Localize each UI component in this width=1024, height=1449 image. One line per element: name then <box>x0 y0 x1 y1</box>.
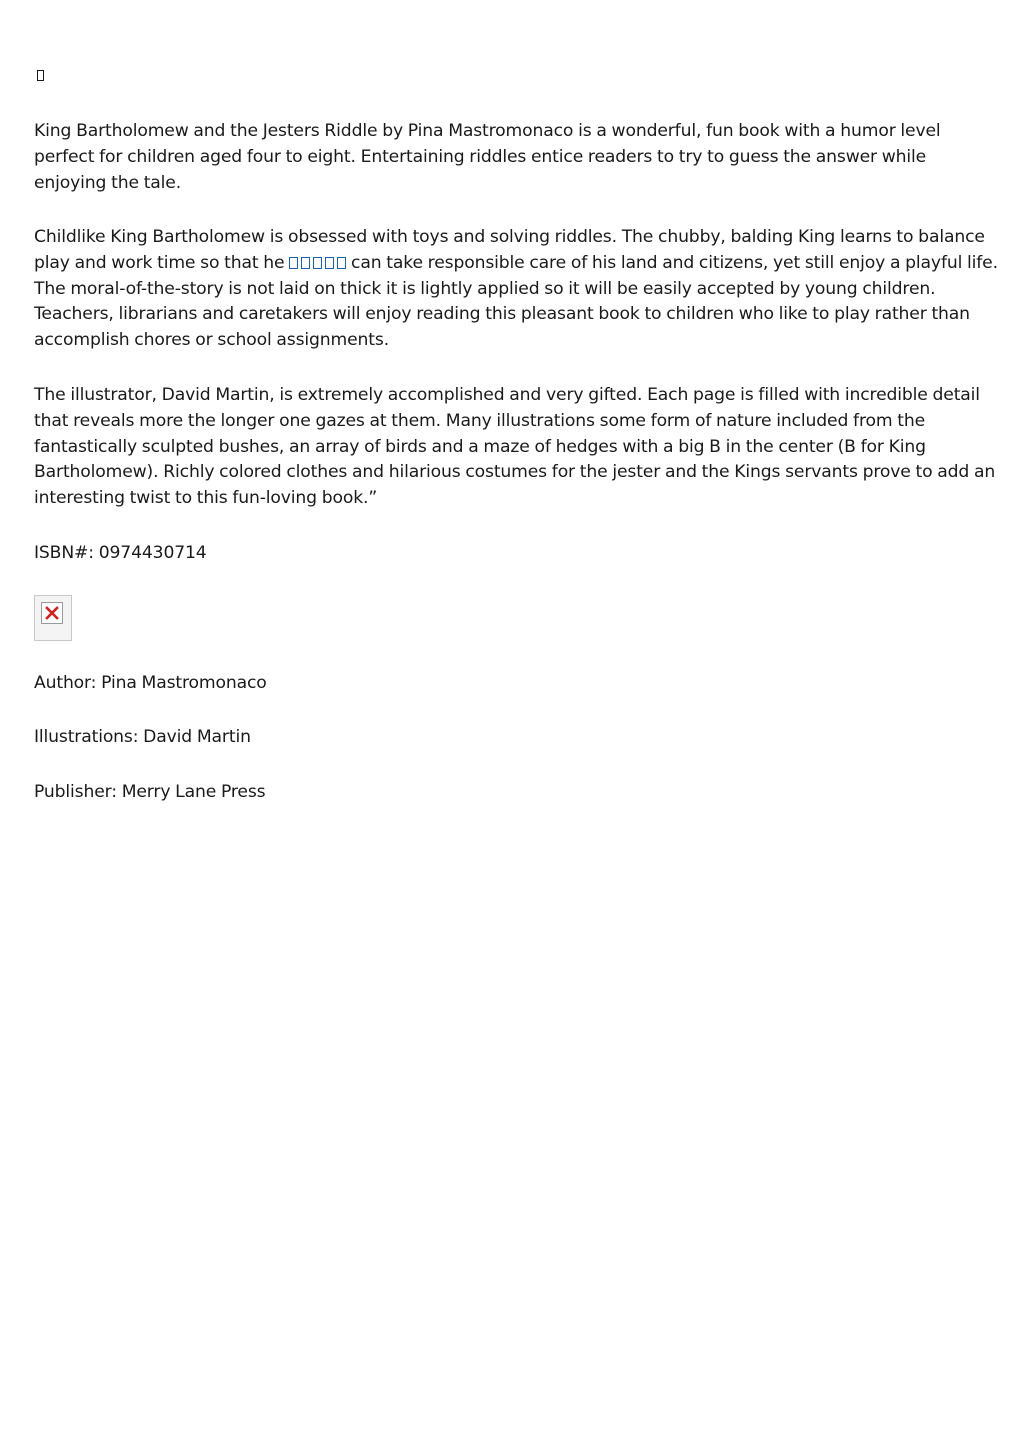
isbn-text: ISBN#: 0974430714 <box>34 543 207 563</box>
illustrator-line: Bartholomew). Richly colored clothes and hilarious costumes for the jester and the Kings servants prove to add an <box>34 462 996 483</box>
story-line: Teachers, librarians and caretakers will enjoy reading this pleasant book to children who like to play rather than <box>34 304 970 325</box>
broken-image-icon <box>34 595 72 641</box>
illustrator-line: interesting twist to this fun-loving book.” <box>34 488 378 509</box>
publisher-credit: Publisher: Merry Lane Press <box>34 782 266 802</box>
story-line: The moral-of-the-story is not laid on thick it is lightly applied so it will be easily accepted by young children. <box>34 278 936 299</box>
story-line: accomplish chores or school assignments. <box>34 330 390 351</box>
intro-line: King Bartholomew and the Jesters Riddle by Pina Mastromonaco is a wonderful, fun book with a humor level <box>34 121 941 141</box>
illustrator-line: The illustrator, David Martin, is extremely accomplished and very gifted. Each page is filled with incredible detail <box>34 385 980 405</box>
story-text: can take responsible care of his land and citizens, yet still enjoy a playful life. <box>346 252 998 273</box>
story-paragraph <box>34 225 998 354</box>
story-text: play and work time so that he <box>34 252 290 273</box>
intro-paragraph <box>34 119 994 196</box>
illustrator-line: fantastically sculpted bushes, an array of birds and a maze of hedges with a big B in the center (B for King <box>34 436 926 457</box>
intro-line: enjoying the tale. <box>34 172 182 193</box>
missing-glyph-icon <box>37 70 44 81</box>
illustrations-credit: Illustrations: David Martin <box>34 727 251 747</box>
inline-link[interactable] <box>289 253 346 273</box>
illustrator-line: that reveals more the longer one gazes at them. Many illustrations some form of nature included from the <box>34 410 926 431</box>
story-line-with-link <box>34 251 998 277</box>
illustrator-paragraph <box>34 383 994 512</box>
author-credit: Author: Pina Mastromonaco <box>34 673 267 693</box>
intro-line: perfect for children aged four to eight. Entertaining riddles entice readers to try to guess the answer while <box>34 146 927 167</box>
unrendered-link-glyphs-icon <box>289 251 346 277</box>
story-line: Childlike King Bartholomew is obsessed with toys and solving riddles. The chubby, balding King learns to balance <box>34 227 985 247</box>
